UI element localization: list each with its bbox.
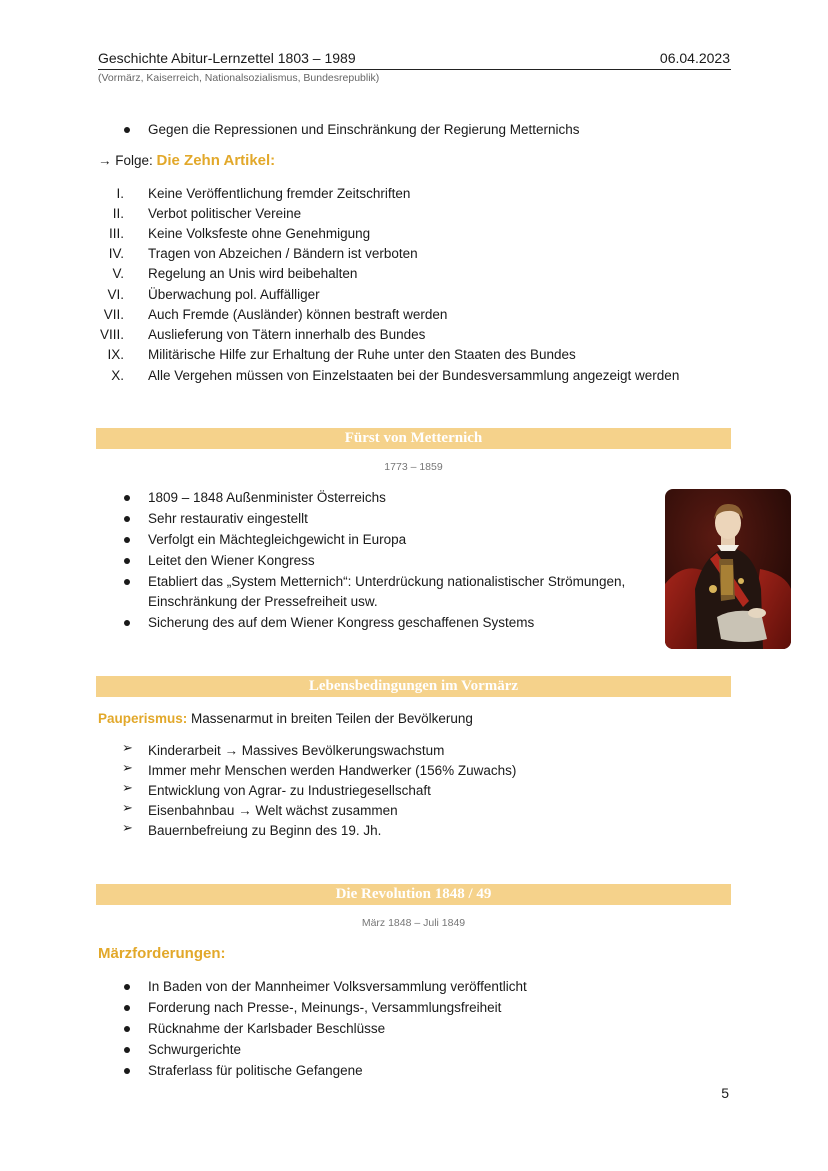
- intro-bullet-text: Gegen die Repressionen und Einschränkung der Regierung Metternichs: [148, 122, 580, 137]
- pauperismus-line: [98, 709, 473, 729]
- bullet-icon: [124, 579, 130, 585]
- revolution-bullet: Rücknahme der Karlsbader Beschlüsse: [148, 1021, 386, 1036]
- document-title: Geschichte Abitur-Lernzettel 1803 – 1989: [98, 50, 356, 66]
- revolution-bullet: Straferlass für politische Gefangene: [148, 1063, 363, 1078]
- article-number: VIII.: [99, 327, 124, 342]
- arrow-bullet-icon: ➢: [122, 741, 133, 756]
- section-heading-metternich: Fürst von Metternich: [96, 428, 731, 449]
- vormaerz-item: Kinderarbeit → Massives Bevölkerungswachstum: [148, 743, 445, 758]
- folge-prefix: → Folge:: [98, 153, 157, 168]
- page-number: 5: [721, 1085, 729, 1101]
- revolution-bullet: In Baden von der Mannheimer Volksversammlung veröffentlicht: [148, 979, 527, 994]
- article-text: Militärische Hilfe zur Erhaltung der Ruhe unter den Staaten des Bundes: [148, 347, 576, 362]
- metternich-bullet: Etabliert das „System Metternich“: Unterdrückung nationalistischer Strömungen,: [148, 574, 626, 589]
- article-text: Auslieferung von Tätern innerhalb des Bundes: [148, 327, 426, 342]
- folge-title: Die Zehn Artikel:: [156, 152, 276, 169]
- bullet-icon: [124, 1047, 130, 1053]
- article-text: Alle Vergehen müssen von Einzelstaaten bei der Bundesversammlung angezeigt werden: [148, 368, 680, 383]
- article-number: X.: [111, 368, 124, 383]
- header-divider: [98, 69, 731, 70]
- bullet-icon: [124, 1068, 130, 1074]
- pauperismus-term: Pauperismus:: [98, 711, 188, 726]
- metternich-bullet: 1809 – 1848 Außenminister Österreichs: [148, 490, 386, 505]
- portrait-illustration: [665, 489, 791, 649]
- vormaerz-item: Entwicklung von Agrar- zu Industriegesellschaft: [148, 783, 431, 798]
- metternich-portrait: [665, 489, 791, 649]
- bullet-icon: [124, 1026, 130, 1032]
- article-number: III.: [108, 226, 124, 241]
- article-number: IX.: [107, 347, 124, 362]
- arrow-bullet-icon: ➢: [122, 781, 133, 796]
- metternich-bullet: Sicherung des auf dem Wiener Kongress geschaffenen Systems: [148, 615, 535, 630]
- article-text: Auch Fremde (Ausländer) können bestraft werden: [148, 307, 448, 322]
- folge-line: [98, 151, 275, 171]
- article-number: II.: [112, 206, 124, 221]
- metternich-bullet: Sehr restaurativ eingestellt: [148, 511, 308, 526]
- article-text: Keine Veröffentlichung fremder Zeitschriften: [148, 186, 411, 201]
- vormaerz-item: Immer mehr Menschen werden Handwerker (156% Zuwachs): [148, 763, 517, 778]
- vormaerz-item: Eisenbahnbau → Welt wächst zusammen: [148, 803, 398, 818]
- arrow-bullet-icon: ➢: [122, 821, 133, 836]
- article-text: Tragen von Abzeichen / Bändern ist verboten: [148, 246, 418, 261]
- arrow-bullet-icon: ➢: [122, 761, 133, 776]
- section-heading-revolution: Die Revolution 1848 / 49: [96, 884, 731, 905]
- metternich-dates: 1773 – 1859: [384, 461, 443, 473]
- document-date: 06.04.2023: [659, 50, 730, 66]
- revolution-bullet: Schwurgerichte: [148, 1042, 242, 1057]
- article-number: V.: [112, 266, 124, 281]
- article-number: I.: [116, 186, 124, 201]
- bullet-icon: [124, 127, 130, 133]
- metternich-bullet: Verfolgt ein Mächtegleichgewicht in Europa: [148, 532, 407, 547]
- article-text: Überwachung pol. Auffälliger: [148, 287, 320, 302]
- pauperismus-definition: Massenarmut in breiten Teilen der Bevölkerung: [187, 711, 473, 726]
- bullet-icon: [124, 495, 130, 501]
- maerzforderungen-heading: Märzforderungen:: [98, 945, 226, 962]
- article-number: VII.: [103, 307, 124, 322]
- bullet-icon: [124, 1005, 130, 1011]
- metternich-bullet: Leitet den Wiener Kongress: [148, 553, 315, 568]
- document-subtitle: (Vormärz, Kaiserreich, Nationalsozialismus, Bundesrepublik): [98, 72, 380, 84]
- article-text: Keine Volksfeste ohne Genehmigung: [148, 226, 371, 241]
- article-number: IV.: [108, 246, 124, 261]
- vormaerz-item: Bauernbefreiung zu Beginn des 19. Jh.: [148, 823, 382, 838]
- metternich-bullet-continuation: Einschränkung der Pressefreiheit usw.: [148, 594, 378, 609]
- section-heading-vormaerz: Lebensbedingungen im Vormärz: [96, 676, 731, 697]
- arrow-bullet-icon: ➢: [122, 801, 133, 816]
- article-text: Regelung an Unis wird beibehalten: [148, 266, 358, 281]
- article-text: Verbot politischer Vereine: [148, 206, 302, 221]
- bullet-icon: [124, 537, 130, 543]
- bullet-icon: [124, 516, 130, 522]
- bullet-icon: [124, 984, 130, 990]
- bullet-icon: [124, 620, 130, 626]
- article-number: VI.: [107, 287, 124, 302]
- bullet-icon: [124, 558, 130, 564]
- revolution-bullet: Forderung nach Presse-, Meinungs-, Versammlungsfreiheit: [148, 1000, 502, 1015]
- revolution-dates: März 1848 – Juli 1849: [361, 917, 466, 929]
